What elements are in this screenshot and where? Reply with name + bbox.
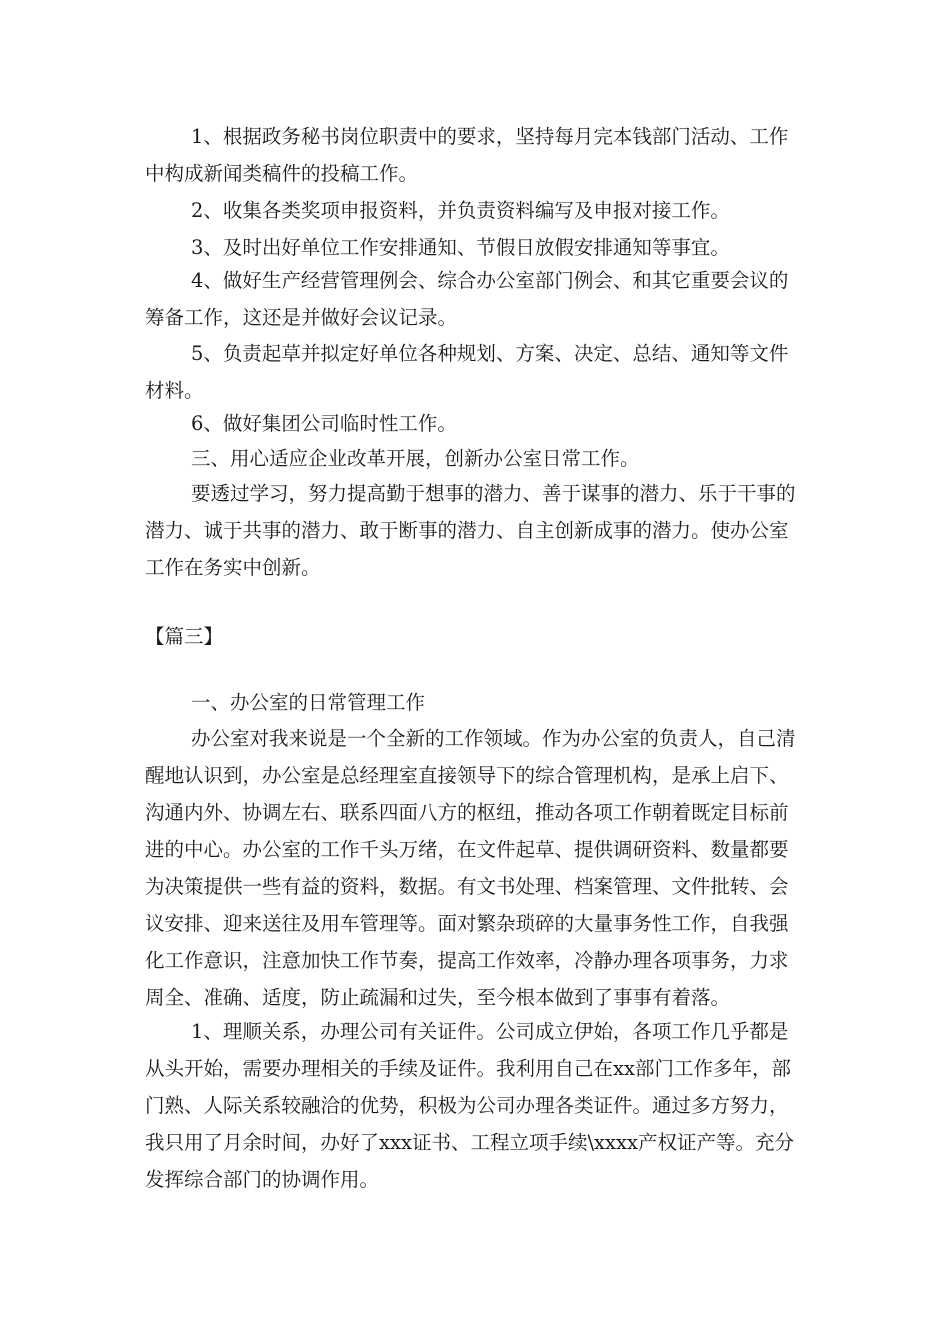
section-three-heading: 三、用心适应企业改革开展，创新办公室日常工作。	[191, 447, 640, 470]
subheading-daily-management: 一、办公室的日常管理工作	[191, 691, 426, 714]
paragraph-item-5: 5、负责起草并拟定好单位各种规划、方案、决定、总结、通知等文件材料。	[145, 342, 789, 402]
paragraph-study: 要透过学习，努力提高勤于想事的潜力、善于谋事的潜力、乐于干事的潜力、诚于共事的潜力、敢于断事的潜力、自主创新成事的潜力。使办公室工作在务实中创新。	[145, 482, 796, 579]
paragraph-certificates: 1、理顺关系，办理公司有关证件。公司成立伊始，各项工作几乎都是从头开始，需要办理相关的手续及证件。我利用自己在xx部门工作多年，部门熟、人际关系较融洽的优势，积极为公司办理各类证件。通过多方努力，我只用了月余时间，办好了xxx证书、工程立项手续\xxxx产权证产等。充分发挥综合部门的协调作用。	[145, 1020, 795, 1191]
section-heading: 【篇三】	[145, 625, 224, 648]
paragraph-item-6: 6、做好集团公司临时性工作。	[191, 412, 457, 435]
paragraph-item-2: 2、收集各类奖项申报资料，并负责资料编写及申报对接工作。	[191, 199, 730, 222]
paragraph-office-intro: 办公室对我来说是一个全新的工作领域。作为办公室的负责人，自己清醒地认识到，办公室是总经理室直接领导下的综合管理机构，是承上启下、沟通内外、协调左右、联系四面八方的枢纽，推动各项工作朝着既定目标前进的中心。办公室的工作千头万绪，在文件起草、提供调研资料、数量都要为决策提供一些有益的资料，数据。有文书处理、档案管理、文件批转、会议安排、迎来送往及用车管理等。面对繁杂琐碎的大量事务性工作，自我强化工作意识，注意加快工作节奏，提高工作效率，冷静办理各项事务，力求周全、准确、适度，防止疏漏和过失，至今根本做到了事事有着落。	[145, 727, 796, 1009]
paragraph-item-1: 1、根据政务秘书岗位职责中的要求，坚持每月完本钱部门活动、工作中构成新闻类稿件的投稿工作。	[145, 125, 789, 185]
paragraph-item-4: 4、做好生产经营管理例会、综合办公室部门例会、和其它重要会议的筹备工作，这还是并做好会议记录。	[145, 269, 789, 329]
paragraph-item-3: 3、及时出好单位工作安排通知、节假日放假安排通知等事宜。	[191, 236, 730, 259]
